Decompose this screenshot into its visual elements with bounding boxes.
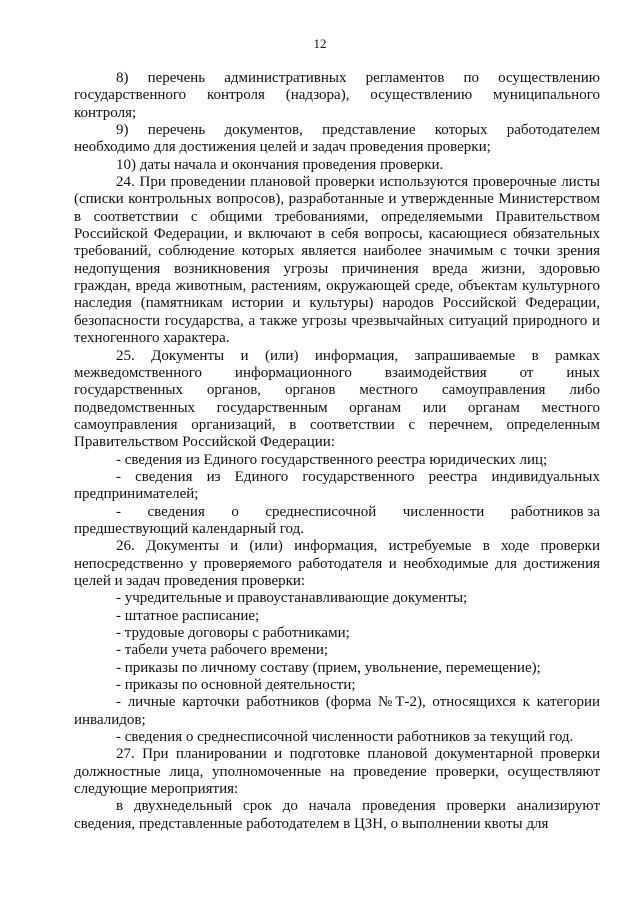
list-item: - учредительные и правоустанавливающие документы; [116,590,468,607]
paragraph-24: 24. При проведении плановой проверки используются проверочные листы (списки контрольных вопросов), разработанные и утвержденные Министерством в соответствии с общими требованиями, определяемыми Правительством Российской Федерации, и включают в себя вопросы, касающиеся обязательных требований, соблюдение которых является наиболее значимым с точки зрения недопущения возникновения угрозы причинения вреда жизни, здоровью граждан, вреда животным, растениям, окружающей среде, объектам культурного наследия (памятникам истории и культуры) народов Российской Федерации, безопасности государства, а также угрозы чрезвычайных ситуаций природного и техногенного характера. [74,174,604,347]
list-item: - приказы по личному составу (прием, увольнение, перемещение); [116,659,541,676]
paragraph-27: 27. При планировании и подготовке плановой документарной проверки должностные лица, уполномоченные на проведение проверки, осуществляют следующие мероприятия: [74,746,604,798]
list-item: - сведения из Единого государственного реестра юридических лиц; [116,451,548,468]
paragraph-item-10: 10) даты начала и окончания проведения проверки. [116,156,444,173]
paragraph-26: 26. Документы и (или) информация, истребуемые в ходе проверки непосредственно у проверяемого работодателя и необходимые для достижения целей и задач проведения проверки: [74,538,604,589]
list-item: - личные карточки работников (форма №Т-2), относящихся к категории инвалидов; [74,694,604,728]
paragraph-25: 25. Документы и (или) информация, запрашиваемые в рамках межведомственного информационного взаимодействия от иных государственных органов, органов местного самоуправления либо подведомственных государственным органам или органам местного самоуправления организаций, в соответствии с перечнем, определенным Правительством Российской Федерации: [74,347,604,451]
list-item: - штатное расписание; [116,607,260,624]
list-item: - трудовые договоры с работниками; [116,625,350,641]
list-item: - сведения о среднесписочной численности работников за текущий год. [116,729,574,746]
page-number: 12 [313,36,327,51]
list-item: - сведения из Единого государственного реестра индивидуальных предпринимателей; [74,468,604,503]
paragraph-continued: в двухнедельный срок до начала проведения проверки анализируют сведения, представленные работодателем в ЦЗН, о выполнении квоты для [74,798,604,832]
list-item: - сведения о среднесписочной численности работников за предшествующий календарный год. [74,503,604,537]
list-item: - приказы по основной деятельности; [116,677,356,694]
list-item: - табели учета рабочего времени; [116,642,329,659]
paragraph-item-9: 9) перечень документов, представление которых работодателем необходимо для достижения целей и задач проведения проверки; [74,122,604,156]
paragraph-item-8: 8) перечень административных регламентов по осуществлению государственного контроля (надзора), осуществлению муниципального контроля; [74,70,604,121]
document-body [74,70,604,833]
